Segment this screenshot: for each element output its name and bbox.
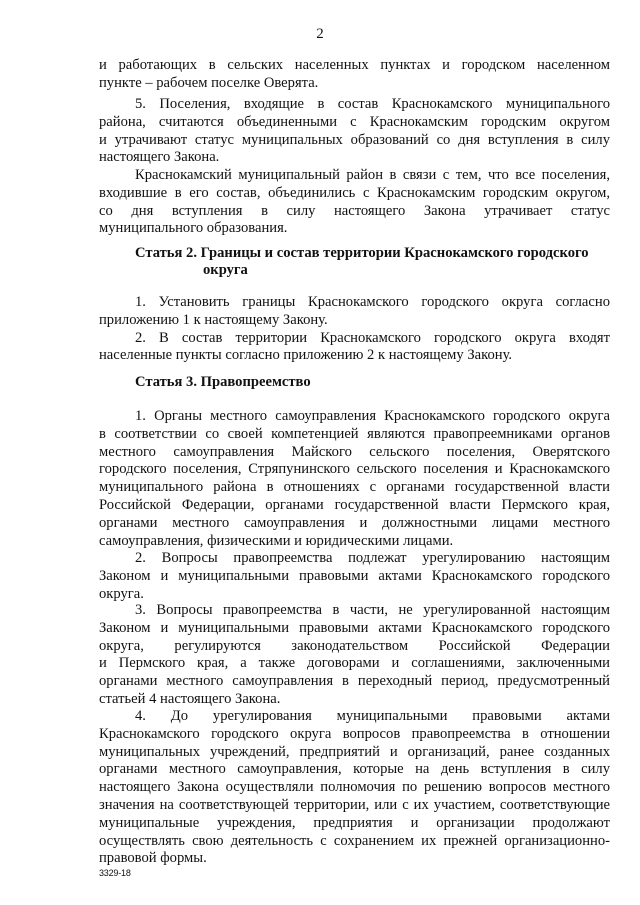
article-2-heading: Статья 2. Границы и состав территории Краснокамского городского округа — [135, 245, 589, 278]
article-3-heading: Статья 3. Правопреемство — [135, 374, 311, 390]
article-2-items: 1. Установить границы Краснокамского городского округа согласно приложению 1 к настоящему Закону. 2. В состав территории Краснокамского городского округа входят населенные пункты согласно приложению 2 к настоящему Закону. — [99, 294, 610, 364]
paragraph-point-5: 5. Поселения, входящие в состав Краснокамского муниципального района, считаются объединенными с Краснокамским городским округом и утрачивают статус муниципальных образований со дня вступления в силу настоящего Закона. — [99, 96, 610, 166]
paragraph-continuation: и работающих в сельских населенных пунктах и городском населенном пункте – рабочем поселке Оверята. — [99, 57, 610, 91]
document-code: 3329-18 — [99, 868, 131, 878]
paragraph-district: Краснокамский муниципальный район в связи с тем, что все поселения, входившие в его состав, объединились с Краснокамским городским округом, со дня вступления в силу настоящего Закона утрачивает статус муниципального образования. — [99, 167, 610, 237]
article-3-point-2: 2. Вопросы правопреемства подлежат урегулированию настоящим Законом и муниципальными правовыми актами Краснокамского городского округа. — [99, 550, 610, 602]
page-number: 2 — [316, 26, 324, 42]
article-3-point-4: 4. До урегулирования муниципальными правовыми актами Краснокамского городского округа вопросов правопреемства в отношении муниципальных учреждений, предприятий и организаций, ранее созданных органами местного самоуправления, которые на день вступления в силу настоящего Закона осуществляли полномочия по решению вопросов местного значения на соответствующей территории, или с их участием, соответствующие муниципальные учреждения, предприятия и организации продолжают осуществлять свою деятельность с сохранением их прежней организационно- правовой формы. — [99, 708, 610, 867]
article-3-point-3: 3. Вопросы правопреемства в части, не урегулированной настоящим Законом и муниципальными правовыми актами Краснокамского городского округа, регулируются законодательством Российской Федерации и Пермского края, а также договорами и соглашениями, заключенными органами местного самоуправления в переходный период, предусмотренный статьей 4 настоящего Закона. — [99, 602, 610, 707]
article-3-point-1: 1. Органы местного самоуправления Краснокамского городского округа в соответствии со своей компетенцией являются правопреемниками органов местного самоуправления Майского сельского поселения, Оверятского городского поселения, Стряпунинского сельского поселения и Краснокамского муниципального района в отношениях с органами государственной власти Российской Федерации, органами государственной власти Пермского края, органами местного самоуправления и должностными лицами местного самоуправления, физическими и юридическими лицами. — [99, 408, 610, 549]
